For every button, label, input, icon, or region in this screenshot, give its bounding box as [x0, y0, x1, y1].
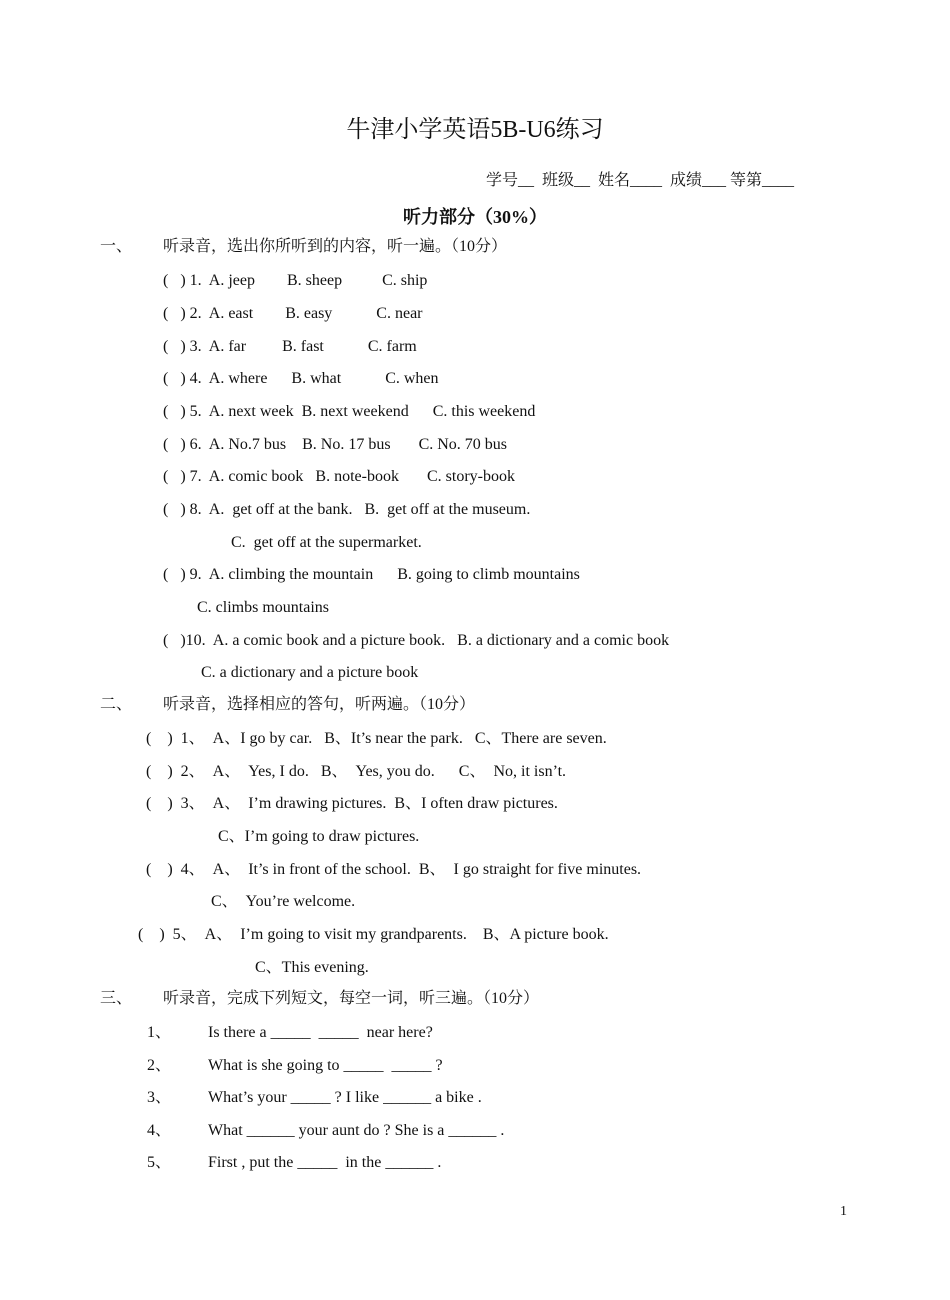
s1-question-10-option-c: C. a dictionary and a picture book	[201, 664, 419, 681]
section1-number: 一、	[100, 238, 133, 255]
s3-item-number: 2、	[147, 1057, 172, 1074]
s1-question-4: ( ) 4. A. where B. what C. when	[163, 370, 439, 387]
s1-question-8: ( ) 8. A. get off at the bank. B. get off at the museum.	[163, 501, 531, 518]
s1-question-8-option-c: C. get off at the supermarket.	[231, 534, 422, 551]
section2-number: 二、	[100, 696, 133, 713]
s1-question-2: ( ) 2. A. east B. easy C. near	[163, 305, 423, 322]
s3-item-number: 4、	[147, 1122, 172, 1139]
s2-question-1: ( ) 1、 A、I go by car. B、It’s near the park. C、There are seven.	[146, 730, 607, 747]
student-info-line: 学号__ 班级__ 姓名____ 成绩___ 等第____	[486, 172, 795, 189]
s3-item-text: Is there a _____ _____ near here?	[208, 1024, 433, 1041]
listening-heading: 听力部分（30%）	[403, 207, 547, 227]
s3-item-number: 1、	[147, 1024, 172, 1041]
s1-question-1: ( ) 1. A. jeep B. sheep C. ship	[163, 272, 428, 289]
s2-question-4: ( ) 4、 A、 It’s in front of the school. B、 I go straight for five minutes.	[146, 861, 642, 878]
s2-question-2: ( ) 2、 A、 Yes, I do. B、 Yes, you do. C、 No, it isn’t.	[146, 763, 567, 780]
section2-instruction: 听录音，选择相应的答句，听两遍。（10分）	[163, 696, 476, 713]
s3-item-text: What ______ your aunt do ? She is a ______ .	[208, 1122, 505, 1139]
section3-number: 三、	[100, 990, 133, 1007]
s1-question-10: ( )10. A. a comic book and a picture book. B. a dictionary and a comic book	[163, 632, 670, 649]
s2-question-3-option-c: C、I’m going to draw pictures.	[218, 828, 420, 845]
document-title: 牛津小学英语5B-U6练习	[346, 117, 604, 143]
s1-question-7: ( ) 7. A. comic book B. note-book C. story-book	[163, 468, 515, 485]
s2-question-3: ( ) 3、 A、 I’m drawing pictures. B、I often draw pictures.	[146, 795, 558, 812]
s2-question-4-option-c: C、 You’re welcome.	[211, 893, 356, 910]
s1-question-6: ( ) 6. A. No.7 bus B. No. 17 bus C. No. 70 bus	[163, 436, 508, 453]
s3-item-text: What’s your _____ ? I like ______ a bike .	[208, 1089, 482, 1106]
page-number: 1	[840, 1204, 847, 1219]
s3-item-text: What is she going to _____ _____ ?	[208, 1057, 443, 1074]
section1-instruction: 听录音，选出你所听到的内容，听一遍。（10分）	[163, 238, 508, 255]
s3-item-number: 5、	[147, 1154, 172, 1171]
s2-question-5: ( ) 5、 A、 I’m going to visit my grandparents. B、A picture book.	[138, 926, 609, 943]
s1-question-9: ( ) 9. A. climbing the mountain B. going to climb mountains	[163, 566, 580, 583]
s2-question-5-option-c: C、This evening.	[255, 959, 369, 976]
s1-question-5: ( ) 5. A. next week B. next weekend C. this weekend	[163, 403, 536, 420]
s3-item-text: First , put the _____ in the ______ .	[208, 1154, 442, 1171]
s1-question-3: ( ) 3. A. far B. fast C. farm	[163, 338, 417, 355]
section3-instruction: 听录音，完成下列短文，每空一词，听三遍。（10分）	[163, 990, 540, 1007]
s1-question-9-option-c: C. climbs mountains	[197, 599, 329, 616]
s3-item-number: 3、	[147, 1089, 172, 1106]
